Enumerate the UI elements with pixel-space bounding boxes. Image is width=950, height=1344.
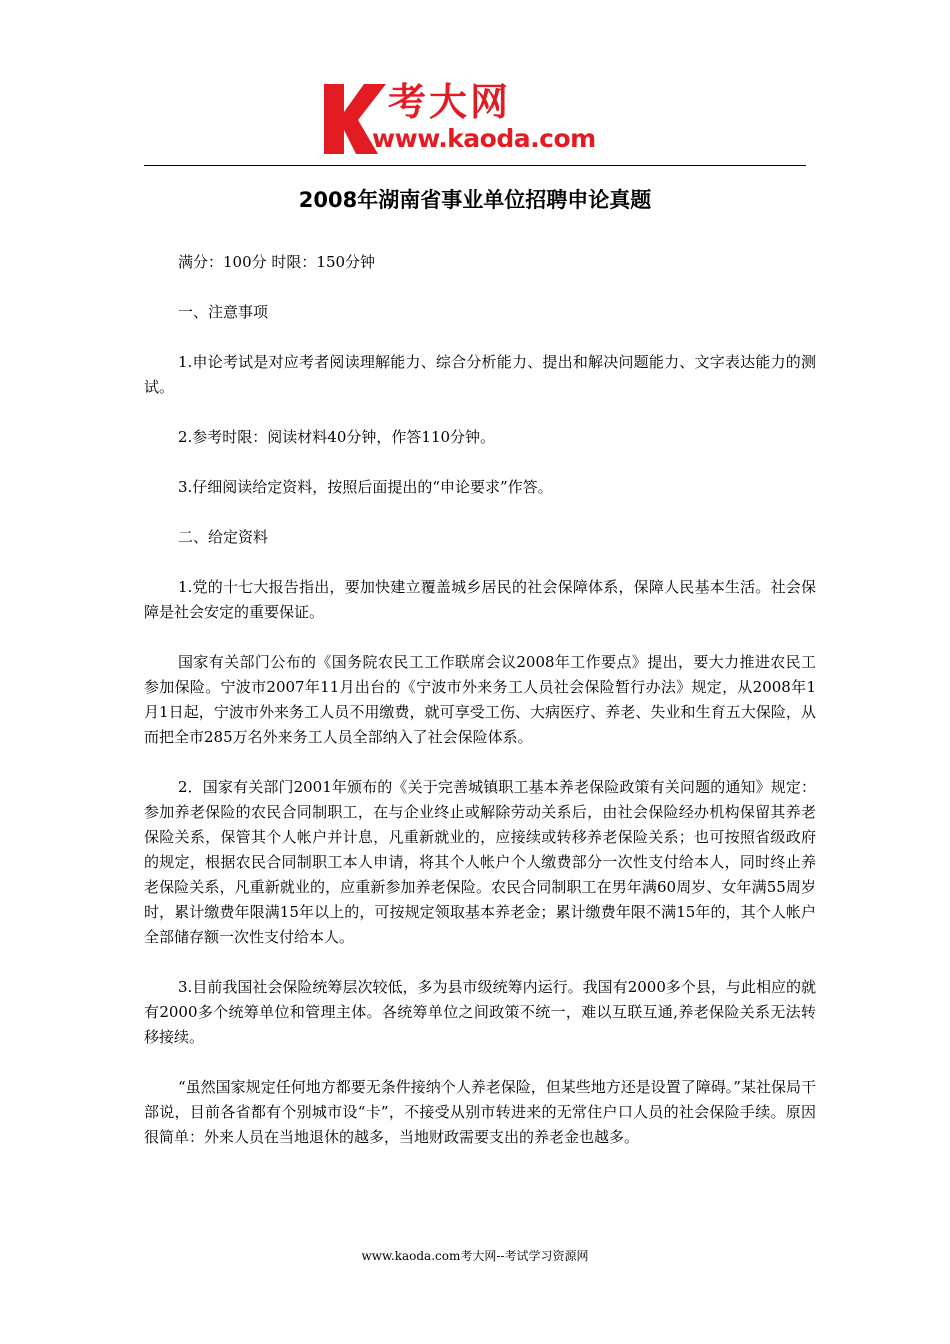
material-paragraph: 3.目前我国社会保险统筹层次较低，多为县市级统筹内运行。我国有2000多个县，与此相应的就有2000多个统筹单位和管理主体。各统筹单位之间政策不统一，难以互联互通,养老保险关系无法转移接续。 [144, 978, 816, 1046]
section-heading-notes: 一、注意事项 [178, 303, 269, 321]
note-item-2: 2.参考时限：阅读材料40分钟，作答110分钟。 [178, 428, 496, 446]
page-footer: www.kaoda.com考大网--考试学习资源网 [361, 1249, 589, 1263]
note-item-1: 1.申论考试是对应考者阅读理解能力、综合分析能力、提出和解决问题能力、文字表达能力的测试。 [144, 353, 816, 396]
section-heading-materials: 二、给定资料 [178, 528, 269, 546]
logo-text: 考大网 [388, 80, 512, 124]
kaoda-logo [318, 80, 638, 158]
note-item-3: 3.仔细阅读给定资料，按照后面提出的“申论要求”作答。 [178, 478, 553, 496]
material-paragraph: 1.党的十七大报告指出，要加快建立覆盖城乡居民的社会保障体系，保障人民基本生活。社会保障是社会安定的重要保证。 [144, 578, 816, 621]
score-time-line: 满分：100分 时限：150分钟 [178, 253, 376, 271]
material-paragraph: 2．国家有关部门2001年颁布的《关于完善城镇职工基本养老保险政策有关问题的通知》规定：参加养老保险的农民合同制职工，在与企业终止或解除劳动关系后，由社会保险经办机构保留其养老保险关系，保管其个人帐户并计息，凡重新就业的，应接续或转移养老保险关系；也可按照省级政府的规定，根据农民合同制职工本人申请，将其个人帐户个人缴费部分一次性支付给本人，同时终止养老保险关系，凡重新就业的，应重新参加养老保险。农民合同制职工在男年满60周岁、女年满55周岁时，累计缴费年限满15年以上的，可按规定领取基本养老金；累计缴费年限不满15年的，其个人帐户全部储存额一次性支付给本人。 [144, 778, 816, 946]
document-title: 2008年湖南省事业单位招聘申论真题 [298, 188, 652, 212]
material-paragraph: 国家有关部门公布的《国务院农民工工作联席会议2008年工作要点》提出，要大力推进农民工参加保险。宁波市2007年11月出台的《宁波市外来务工人员社会保险暂行办法》规定，从2008年1月1日起，宁波市外来务工人员不用缴费，就可享受工伤、大病医疗、养老、失业和生育五大保险，从而把全市285万名外来务工人员全部纳入了社会保险体系。 [144, 653, 816, 746]
header-divider [144, 165, 806, 166]
document-body [144, 250, 816, 1175]
logo-url: www.kaoda.com [372, 124, 596, 153]
material-paragraph: “虽然国家规定任何地方都要无条件接纳个人养老保险，但某些地方还是设置了障碍。”某社保局干部说，目前各省都有个别城市设“卡”，不接受从别市转进来的无常住户口人员的社会保险手续。原因很简单：外来人员在当地退休的越多，当地财政需要支出的养老金也越多。 [144, 1078, 816, 1146]
